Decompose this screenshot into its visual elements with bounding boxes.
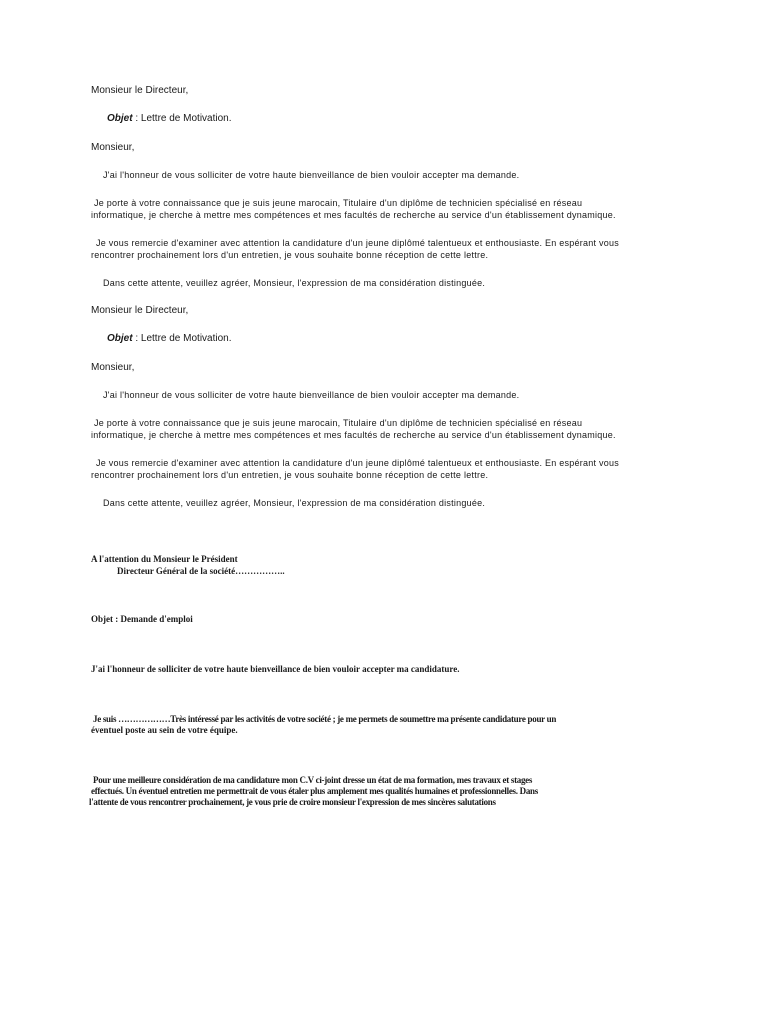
paragraph-2-line-2: informatique, je cherche à mettre mes compétences et mes facultés de recherche au service d'un établissement dynamique. — [91, 430, 616, 440]
objet-label: Objet — [107, 113, 133, 124]
paragraph-2-line-2: éventuel poste au sein de votre équipe. — [91, 725, 238, 735]
paragraph-3-line-1: Je vous remercie d'examiner avec attention la candidature d'un jeune diplômé talentueux et enthousiaste. En espérant vous — [96, 238, 619, 248]
paragraph-2-line-1: Je suis ………………Très intéressé par les activités de votre société ; je me permets de soumettre ma présente candidature pour un — [93, 714, 557, 724]
paragraph-3-line-3: l'attente de vous rencontrer prochainement, je vous prie de croire monsieur l'expression de mes sincères salutations — [89, 797, 496, 807]
objet-text: : Lettre de Motivation. — [132, 333, 232, 344]
greeting: Monsieur, — [91, 362, 135, 373]
objet-line — [107, 113, 232, 124]
objet-label: Objet — [107, 333, 133, 344]
salutation-top: Monsieur le Directeur, — [91, 85, 189, 96]
paragraph-4: Dans cette attente, veuillez agréer, Monsieur, l'expression de ma considération distinguée. — [103, 278, 486, 288]
paragraph-3-line-2: effectués. Un éventuel entretien me permettrait de vous étaler plus amplement mes qualités humaines et professionnelles. Dans — [91, 786, 538, 796]
paragraph-3-line-1: Pour une meilleure considération de ma candidature mon C.V ci-joint dresse un état de ma formation, mes travaux et stages — [93, 775, 533, 785]
attention-line-2: Directeur Général de la société…………….. — [117, 566, 285, 576]
paragraph-1: J'ai l'honneur de vous solliciter de votre haute bienveillance de bien vouloir accepter ma demande. — [103, 170, 520, 180]
paragraph-3-line-1: Je vous remercie d'examiner avec attention la candidature d'un jeune diplômé talentueux et enthousiaste. En espérant vous — [96, 458, 619, 468]
paragraph-1: J'ai l'honneur de solliciter de votre haute bienveillance de bien vouloir accepter ma candidature. — [91, 664, 460, 674]
paragraph-2-line-2: informatique, je cherche à mettre mes compétences et mes facultés de recherche au service d'un établissement dynamique. — [91, 210, 616, 220]
attention-line-1: A l'attention du Monsieur le Président — [91, 554, 238, 564]
paragraph-2-line-1: Je porte à votre connaissance que je suis jeune marocain, Titulaire d'un diplôme de technicien spécialisé en réseau — [94, 418, 583, 428]
paragraph-1: J'ai l'honneur de vous solliciter de votre haute bienveillance de bien vouloir accepter ma demande. — [103, 390, 520, 400]
salutation-top: Monsieur le Directeur, — [91, 305, 189, 316]
objet-line: Objet : Demande d'emploi — [91, 614, 193, 624]
paragraph-3-line-2: rencontrer prochainement lors d'un entretien, je vous souhaite bonne réception de cette lettre. — [91, 470, 489, 480]
greeting: Monsieur, — [91, 142, 135, 153]
objet-text: : Lettre de Motivation. — [132, 113, 232, 124]
objet-line — [107, 333, 232, 344]
paragraph-2-line-1: Je porte à votre connaissance que je suis jeune marocain, Titulaire d'un diplôme de technicien spécialisé en réseau — [94, 198, 583, 208]
paragraph-4: Dans cette attente, veuillez agréer, Monsieur, l'expression de ma considération distinguée. — [103, 498, 486, 508]
paragraph-3-line-2: rencontrer prochainement lors d'un entretien, je vous souhaite bonne réception de cette lettre. — [91, 250, 489, 260]
